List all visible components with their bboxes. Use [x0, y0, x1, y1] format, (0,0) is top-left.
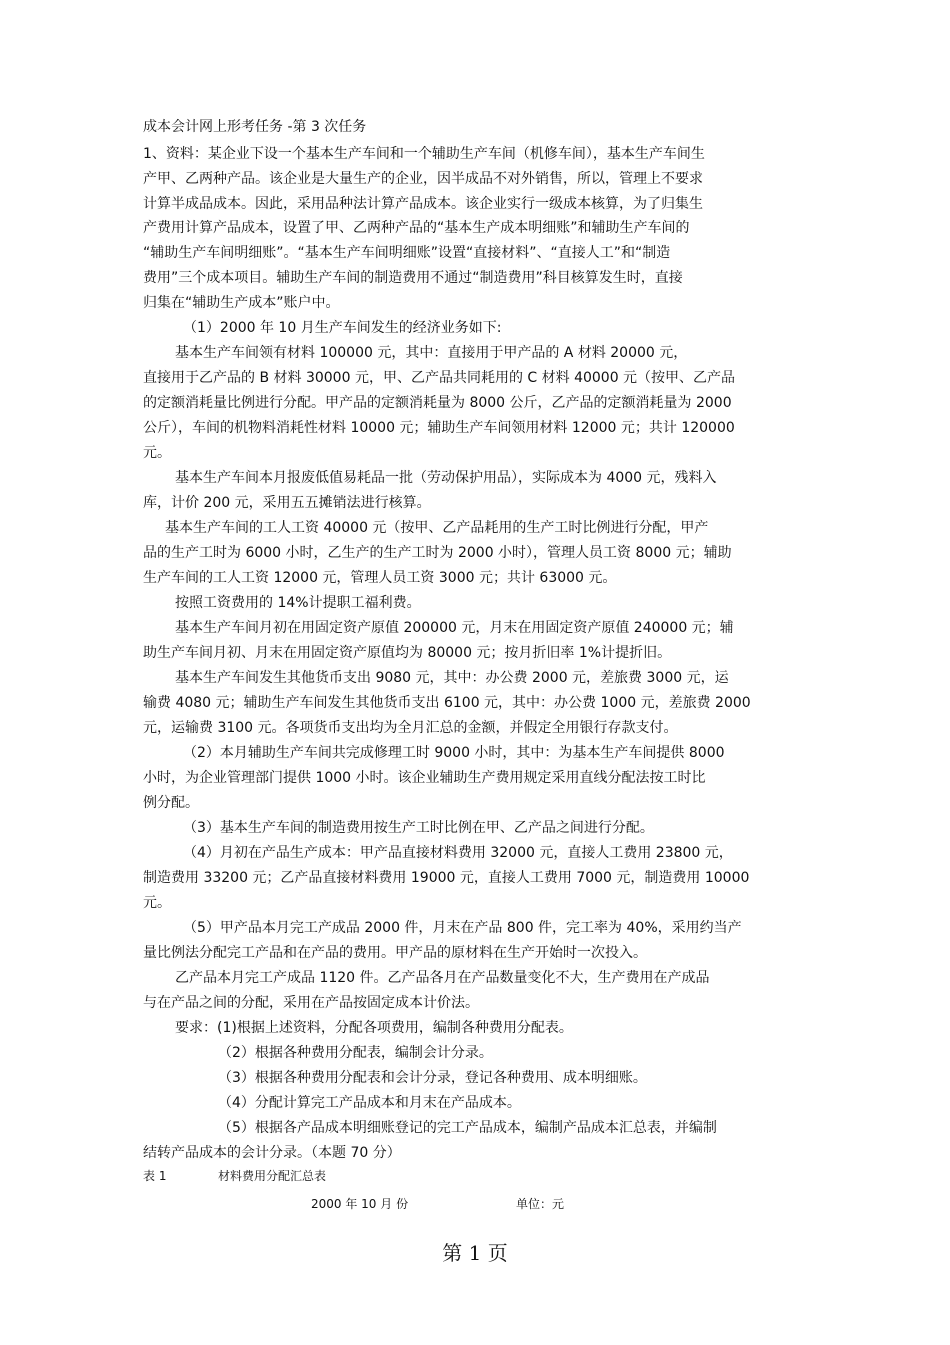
text-line: （3）基本生产车间的制造费用按生产工时比例在甲、乙产品之间进行分配。 [183, 820, 654, 836]
text-line: 要求：(1)根据上述资料，分配各项费用，编制各种费用分配表。 [175, 1020, 573, 1036]
text-line: 基本生产车间本月报废低值易耗品一批（劳动保护用品），实际成本为 4000 元，残料入 [175, 470, 717, 486]
text-line: 归集在“辅助生产成本”账户中。 [143, 295, 340, 311]
text-line: （3）根据各种费用分配表和会计分录，登记各种费用、成本明细账。 [218, 1070, 647, 1086]
text-line: 元，运输费 3100 元。各项货币支出均为全月汇总的金额，并假定全用银行存款支付。 [143, 720, 678, 736]
text-line: 基本生产车间领有材料 100000 元，其中：直接用于甲产品的 A 材料 20000 元， [175, 345, 688, 361]
table-label: 表 1 [143, 1169, 167, 1183]
text-line: （2）根据各种费用分配表，编制会计分录。 [218, 1045, 493, 1061]
text-line: 例分配。 [143, 795, 199, 811]
text-line: （4）分配计算完工产品成本和月末在产品成本。 [218, 1095, 521, 1111]
text-line: 计算半成品成本。因此，采用品种法计算产品成本。该企业实行一级成本核算，为了归集生 [143, 196, 703, 212]
text-line: 公斤），车间的机物料消耗性材料 10000 元；辅助生产车间领用材料 12000 元；共计 120000 [143, 420, 735, 436]
text-line: 制造费用 33200 元；乙产品直接材料费用 19000 元，直接人工费用 7000 元，制造费用 10000 [143, 870, 750, 886]
text-line: 库，计价 200 元，采用五五摊销法进行核算。 [143, 495, 431, 511]
text-line: 乙产品本月完工产成品 1120 件。乙产品各月在产品数量变化不大，生产费用在产成品 [175, 970, 710, 986]
text-line: （1）2000 年 10 月生产车间发生的经济业务如下: [183, 320, 502, 336]
text-line: 结转产品成本的会计分录。（本题 70 分） [143, 1145, 401, 1161]
text-line: 元。 [143, 445, 171, 461]
page-title: 成本会计网上形考任务 -第 3 次任务 [143, 119, 367, 135]
text-line: 1、资料：某企业下设一个基本生产车间和一个辅助生产车间（机修车间），基本生产车间生 [143, 146, 705, 162]
page-number: 第 1 页 [442, 1241, 508, 1265]
text-line: 产甲、乙两种产品。该企业是大量生产的企业，因半成品不对外销售，所以，管理上不要求 [143, 171, 703, 187]
text-line: 助生产车间月初、月末在用固定资产原值均为 80000 元；按月折旧率 1%计提折旧。 [143, 645, 672, 661]
text-line: 元。 [143, 895, 171, 911]
text-line: 量比例法分配完工产品和在产品的费用。甲产品的原材料在生产开始时一次投入。 [143, 945, 647, 961]
text-line: 生产车间的工人工资 12000 元，管理人员工资 3000 元；共计 63000 元。 [143, 570, 617, 586]
text-line: 费用”三个成本项目。辅助生产车间的制造费用不通过“制造费用”科目核算发生时，直接 [143, 270, 683, 286]
text-line: （4）月初在产品生产成本：甲产品直接材料费用 32000 元，直接人工费用 23800 元， [183, 845, 733, 861]
text-line: “辅助生产车间明细账”。“基本生产车间明细账”设置“直接材料”、“直接人工”和“制造 [143, 245, 671, 261]
text-line: 小时，为企业管理部门提供 1000 小时。该企业辅助生产费用规定采用直线分配法按工时比 [143, 770, 706, 786]
table-unit: 单位：元 [516, 1197, 565, 1211]
text-line: 直接用于乙产品的 B 材料 30000 元，甲、乙产品共同耗用的 C 材料 40000 元（按甲、乙产品 [143, 370, 736, 386]
text-line: 基本生产车间发生其他货币支出 9080 元，其中：办公费 2000 元，差旅费 3000 元，运 [175, 670, 729, 686]
text-line: 与在产品之间的分配，采用在产品按固定成本计价法。 [143, 995, 479, 1011]
text-line: 输费 4080 元；辅助生产车间发生其他货币支出 6100 元，其中：办公费 1000 元，差旅费 2000 [143, 695, 751, 711]
text-line: 基本生产车间月初在用固定资产原值 200000 元，月末在用固定资产原值 240000 元；辅 [175, 620, 734, 636]
text-line: （2）本月辅助生产车间共完成修理工时 9000 小时，其中：为基本生产车间提供 8000 [183, 745, 725, 761]
text-line: 按照工资费用的 14%计提职工福利费。 [175, 595, 421, 611]
text-line: 品的生产工时为 6000 小时，乙生产的生产工时为 2000 小时），管理人员工资 8000 元；辅助 [143, 545, 732, 561]
table-date: 2000 年 10 月 份 [311, 1197, 409, 1211]
text-line: 基本生产车间的工人工资 40000 元（按甲、乙产品耗用的生产工时比例进行分配，甲产 [165, 520, 709, 536]
text-line: 产费用计算产品成本，设置了甲、乙两种产品的“基本生产成本明细账”和辅助生产车间的 [143, 220, 690, 236]
text-line: （5）根据各产品成本明细账登记的完工产品成本，编制产品成本汇总表，并编制 [218, 1120, 717, 1136]
text-line: 的定额消耗量比例进行分配。甲产品的定额消耗量为 8000 公斤，乙产品的定额消耗量为 2000 [143, 395, 732, 411]
text-line: （5）甲产品本月完工产成品 2000 件，月末在产品 800 件，完工率为 40%，采用约当产 [183, 920, 742, 936]
table-title: 材料费用分配汇总表 [218, 1169, 327, 1183]
